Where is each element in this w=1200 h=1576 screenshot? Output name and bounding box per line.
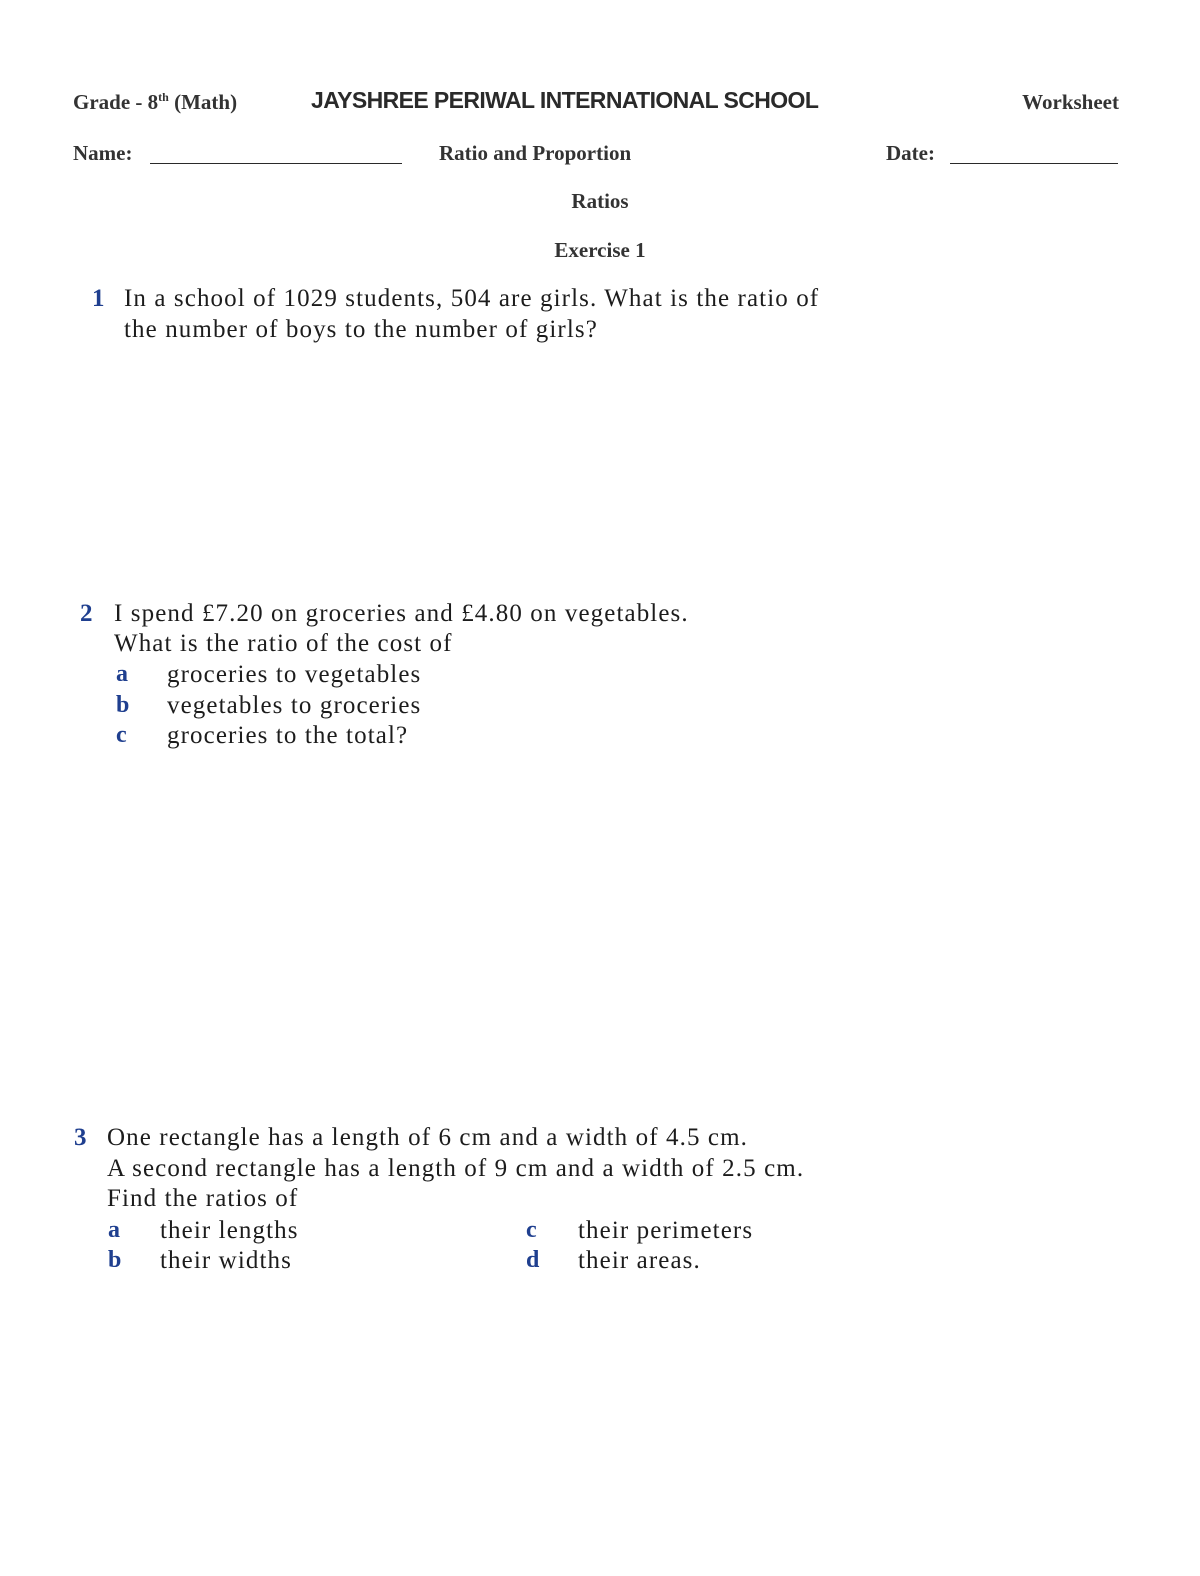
part-letter: c [116, 722, 127, 748]
question-text-line: Find the ratios of [107, 1185, 299, 1212]
question-text-line: A second rectangle has a length of 9 cm and a width of 2.5 cm. [107, 1155, 805, 1182]
part-text: groceries to the total? [167, 722, 409, 749]
question-number: 2 [80, 600, 93, 627]
question-text-line: One rectangle has a length of 6 cm and a width of 4.5 cm. [107, 1124, 748, 1151]
question-number: 1 [92, 285, 105, 312]
part-text: their widths [160, 1247, 292, 1274]
part-text: their areas. [578, 1247, 701, 1274]
section-title: Ratios [571, 189, 629, 213]
part-text: groceries to vegetables [167, 661, 422, 688]
topic-title: Ratio and Proportion [439, 141, 632, 165]
part-letter: b [116, 692, 130, 718]
exercise-title: Exercise 1 [554, 238, 646, 262]
name-label: Name: [73, 141, 133, 165]
part-text: their lengths [160, 1217, 299, 1244]
question-text-line: In a school of 1029 students, 504 are girls. What is the ratio of [124, 285, 820, 312]
part-text: their perimeters [578, 1217, 754, 1244]
part-letter: a [108, 1217, 120, 1243]
question-text-line: What is the ratio of the cost of [114, 630, 453, 657]
part-text: vegetables to groceries [167, 692, 422, 719]
question-text-line: the number of boys to the number of girls? [124, 316, 598, 343]
name-input-line[interactable] [150, 163, 402, 164]
date-label: Date: [886, 141, 935, 165]
grade-prefix: Grade - 8 [73, 90, 159, 114]
question-number: 3 [74, 1124, 87, 1151]
school-name: JAYSHREE PERIWAL INTERNATIONAL SCHOOL [311, 87, 819, 113]
grade-subject: (Math) [168, 90, 238, 114]
part-letter: a [116, 661, 128, 687]
part-letter: b [108, 1247, 122, 1273]
date-input-line[interactable] [950, 163, 1118, 164]
document-type: Worksheet [1022, 90, 1119, 114]
grade-label [73, 90, 237, 115]
part-letter: d [526, 1247, 540, 1273]
question-text-line: I spend £7.20 on groceries and £4.80 on vegetables. [114, 600, 689, 627]
grade-superscript: th [158, 90, 169, 104]
part-letter: c [526, 1217, 537, 1243]
